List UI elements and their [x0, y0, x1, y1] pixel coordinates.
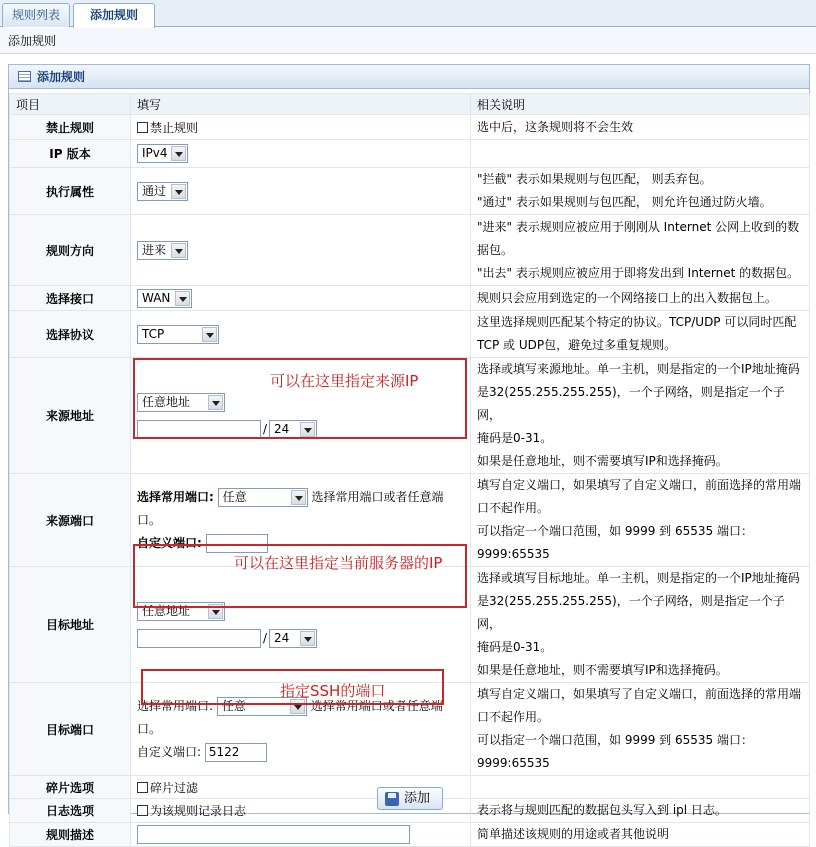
desc-action	[471, 168, 810, 215]
dest-custom-port-label: 自定义端口:	[137, 744, 202, 759]
dest-custom-port-input[interactable]: 5122	[205, 743, 267, 762]
disable-rule-checkbox[interactable]	[137, 122, 148, 133]
field-direction	[131, 215, 471, 286]
desc-source-port	[471, 474, 810, 567]
tab-rule-list[interactable]: 规则列表	[2, 3, 70, 27]
desc-dest-port	[471, 683, 810, 776]
header-fill: 填写	[131, 94, 471, 115]
field-description	[131, 823, 471, 847]
desc-dest-address	[471, 567, 810, 683]
dest-address-value: 任意地址	[142, 603, 191, 618]
save-icon	[385, 792, 399, 806]
dest-ip-input[interactable]	[137, 629, 261, 648]
dest-mask-select[interactable]	[269, 629, 317, 648]
dest-port-hint: 选择常用端口或者任意端	[310, 698, 443, 713]
action-value: 通过	[142, 183, 167, 198]
label-dest-address: 目标地址	[10, 567, 131, 683]
dest-port-hint-cont: 口。	[137, 721, 162, 736]
chevron-down-icon	[171, 146, 186, 161]
desc-fragment	[471, 776, 810, 799]
desc-protocol-line: 这里选择规则匹配某个特定的协议。TCP/UDP 可以同时匹配	[477, 315, 797, 329]
rule-description-input[interactable]	[137, 825, 410, 844]
slash-separator: /	[263, 630, 268, 645]
field-disable-rule	[131, 115, 471, 140]
desc-ip-version	[471, 140, 810, 168]
label-ip-version: IP 版本	[10, 140, 131, 168]
chevron-down-icon	[300, 631, 315, 646]
desc-dest-port-line: 口不起作用。	[477, 710, 550, 724]
disable-rule-check-label: 禁止规则	[150, 120, 199, 135]
label-direction: 规则方向	[10, 215, 131, 286]
ip-version-value: IPv4	[142, 146, 168, 160]
label-fragment: 碎片选项	[10, 776, 131, 799]
desc-action-line: "拦截" 表示如果规则与包匹配， 则丢弃包。	[477, 172, 712, 186]
chevron-down-icon	[171, 184, 186, 199]
protocol-value: TCP	[142, 326, 165, 341]
desc-source-port-line: 口不起作用。	[477, 501, 550, 515]
fragment-check-label: 碎片过滤	[150, 780, 199, 795]
header-item: 项目	[10, 94, 131, 115]
desc-source-line: 掩码是0-31。	[477, 431, 553, 445]
source-custom-port-label: 自定义端口:	[137, 535, 202, 550]
label-description: 规则描述	[10, 823, 131, 847]
source-common-port-value: 任意	[222, 489, 247, 504]
header-desc: 相关说明	[471, 94, 810, 115]
desc-protocol	[471, 311, 810, 358]
label-source-port: 来源端口	[10, 474, 131, 567]
ip-version-select[interactable]	[137, 144, 188, 163]
fragment-checkbox[interactable]	[137, 782, 148, 793]
label-protocol: 选择协议	[10, 311, 131, 358]
add-button-label: 添加	[404, 791, 431, 806]
dest-common-port-label: 选择常用端口:	[137, 698, 214, 713]
field-protocol	[131, 311, 471, 358]
table-icon	[18, 71, 31, 82]
desc-direction	[471, 215, 810, 286]
label-action: 执行属性	[10, 168, 131, 215]
annotation-source-ip: 可以在这里指定来源IP	[270, 372, 419, 390]
desc-disable-rule: 选中后，这条规则将不会生效	[471, 115, 810, 140]
log-check-label: 为该规则记录日志	[150, 804, 247, 818]
desc-source-line: 选择或填写来源地址。单一主机，则是指定的一个IP地址掩码	[477, 362, 800, 376]
breadcrumb: 添加规则	[0, 28, 816, 54]
annotation-dest-ip: 可以在这里指定当前服务器的IP	[234, 554, 443, 572]
desc-source-port-line: 9999:65535	[477, 547, 550, 561]
desc-dest-port-line: 9999:65535	[477, 756, 550, 770]
chevron-down-icon	[202, 327, 217, 342]
desc-source-port-line: 可以指定一个端口范围，如 9999 到 65535 端口：	[477, 524, 753, 538]
protocol-select[interactable]	[137, 325, 219, 344]
field-ip-version	[131, 140, 471, 168]
source-port-hint: 选择常用端口或者任意端	[311, 489, 444, 504]
log-checkbox[interactable]	[137, 805, 148, 816]
interface-select[interactable]	[137, 289, 192, 308]
source-mask-value: 24	[274, 421, 290, 436]
chevron-down-icon	[175, 291, 190, 306]
desc-interface: 规则只会应用到选定的一个网络接口上的出入数据包上。	[471, 286, 810, 311]
desc-source-line: 是32(255.255.255.255)，一个子网络，则是指定一个子网，	[477, 385, 785, 422]
add-button[interactable]	[377, 787, 443, 810]
desc-dest-line: 选择或填写目标地址。单一主机，则是指定的一个IP地址掩码	[477, 571, 800, 585]
field-interface	[131, 286, 471, 311]
desc-dest-port-line: 可以指定一个端口范围，如 9999 到 65535 端口：	[477, 733, 753, 747]
desc-protocol-line: TCP 或 UDP包，避免过多重复规则。	[477, 338, 677, 352]
dest-common-port-value: 任意	[221, 698, 246, 713]
source-port-hint-cont: 口。	[137, 512, 162, 527]
rule-form-table	[9, 93, 810, 847]
desc-source-line: 如果是任意地址，则不需要填写IP和选择掩码。	[477, 454, 728, 468]
desc-direction-line: 据包。	[477, 242, 514, 257]
desc-source-port-line: 填写自定义端口，如果填写了自定义端口，前面选择的常用端	[477, 478, 802, 492]
label-dest-port: 目标端口	[10, 683, 131, 776]
label-source-address: 来源地址	[10, 358, 131, 474]
tab-add-rule[interactable]: 添加规则	[73, 3, 155, 28]
interface-value: WAN	[142, 290, 171, 305]
direction-value: 进来	[142, 242, 167, 257]
label-disable-rule: 禁止规则	[10, 115, 131, 140]
desc-dest-line: 掩码是0-31。	[477, 640, 553, 654]
desc-action-line: "通过" 表示如果规则与包匹配， 则允许包通过防火墙。	[477, 195, 772, 209]
desc-direction-line: "进来" 表示规则应被应用于刚刚从 Internet 公网上收到的数	[477, 219, 800, 234]
desc-description: 简单描述该规则的用途或者其他说明	[471, 823, 810, 847]
source-common-port-select[interactable]	[218, 488, 308, 507]
desc-dest-line: 是32(255.255.255.255)，一个子网络，则是指定一个子网，	[477, 594, 785, 631]
label-log: 日志选项	[10, 799, 131, 823]
tab-bar	[0, 0, 816, 27]
source-common-port-label: 选择常用端口:	[137, 489, 214, 504]
label-interface: 选择接口	[10, 286, 131, 311]
desc-log: 表示将与规则匹配的数据包头写入到 ipl 日志。	[471, 799, 810, 823]
chevron-down-icon	[291, 490, 306, 505]
action-select[interactable]	[137, 182, 188, 201]
slash-separator: /	[263, 421, 268, 436]
desc-direction-line: "出去" 表示规则应被应用于即将发出到 Internet 的数据包。	[477, 265, 800, 280]
desc-source-address	[471, 358, 810, 474]
panel-header	[9, 65, 809, 89]
direction-select[interactable]	[137, 241, 188, 260]
annotation-ssh-port: 指定SSH的端口	[280, 682, 386, 700]
desc-dest-line: 如果是任意地址，则不需要填写IP和选择掩码。	[477, 663, 728, 677]
source-address-value: 任意地址	[142, 394, 191, 409]
desc-dest-port-line: 填写自定义端口，如果填写了自定义端口，前面选择的常用端	[477, 687, 802, 701]
dest-mask-value: 24	[274, 630, 290, 645]
panel-title: 添加规则	[37, 70, 86, 84]
chevron-down-icon	[171, 243, 186, 258]
field-action	[131, 168, 471, 215]
